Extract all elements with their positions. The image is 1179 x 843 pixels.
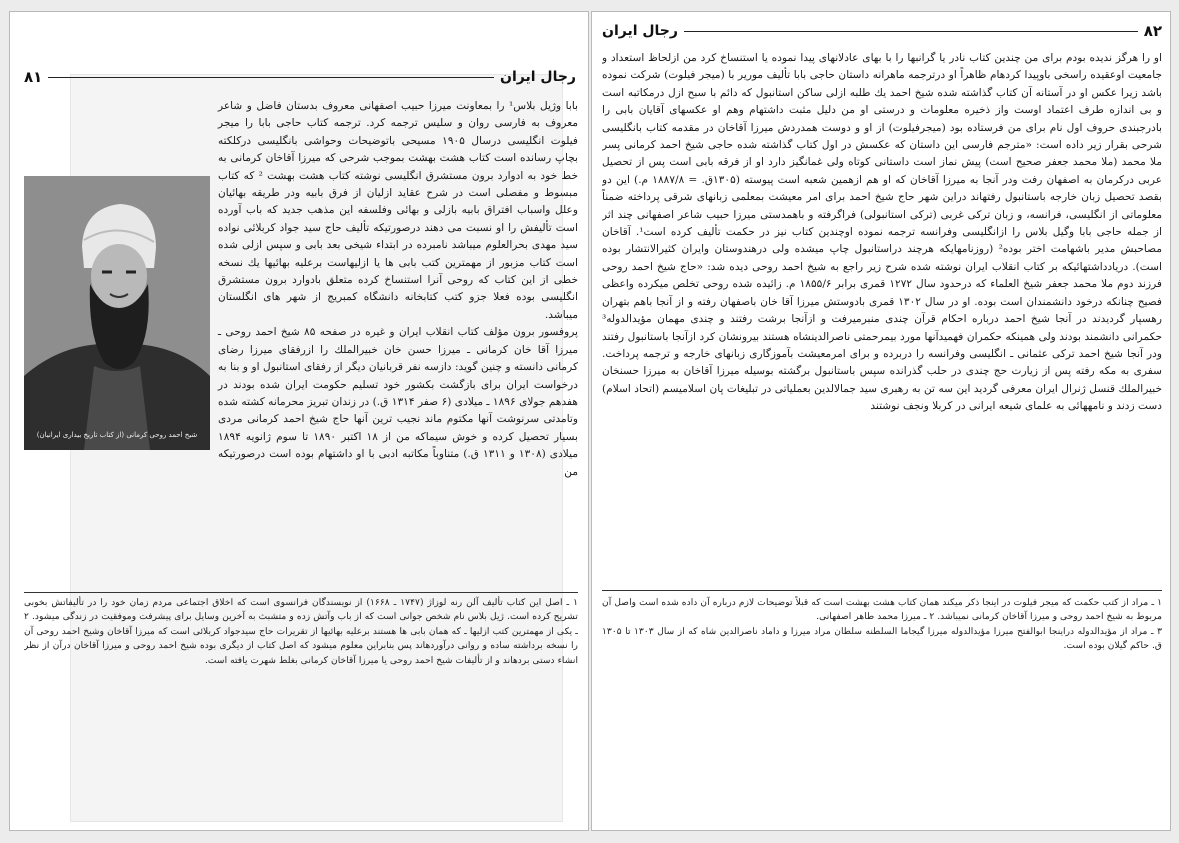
right-footnotes: [602, 596, 1162, 696]
left-header-rule: [48, 77, 494, 78]
left-footnotes: [24, 596, 578, 714]
left-paragraph-1: بابا وژیل بلاس¹ را بمعاونت میرزا حبیب اصفهانی معروف بدستان فاضل و شاعر معروف به فارسی روان و سلیس ترجمه کرد. ترجمه کتاب حاجی بابا را میجر فیلوت انگلیسی درسال ۱۹۰۵ مسیحی باتوضیحات وحواشی بانگلیسی درکلکته بچاپ رسانده است کتاب هشت بهشت بموجب شرحی که میرزا آقاخان کرمانی به خط خود به ادوارد برون مستشرق انگلیسی نوشته کتاب هشت بهشت ² که کتاب مبسوط و مفصلی است در شرح عقاید ازلیان از فرق بابیه ودر طریقه بهائیان وعلل واسباب افتراق بابیه بازلی و بهائی وفلسفه این مذهب جدید که باب آورده است تألیفش را او نسبت می دهند درصورتیکه تألیف حاج سید جواد کربلائی نواده سید مهدی بحرالعلوم میباشد نامبرده در ابتداء شیخی بعد بابی و سپس ازلی شده است کتاب مزبور از مهمترین کتب بابی ها یا ازلیهاست برعلیه بهائیها یك نسخه خطی از این کتاب که روحی آنرا استنساخ کرده متعلق بادوارد برون مستشرق انگلیسی بوده فعلا جزو کتب کتابخانه دانشگاه کمبریج از شهر های انگلستان میباشد.: [218, 100, 578, 321]
portrait-photo: [24, 176, 210, 450]
portrait-caption: شیخ احمد روحی کرمانی (از کتاب تاریخ بیداری ایرانیان): [36, 430, 198, 439]
left-page-header: [24, 64, 576, 90]
right-footnote-1: ۱ ـ مراد از کتب حکمت که میجر فیلوت در اینجا ذکر میکند همان کتاب هشت بهشت است که قبلاً توضیحات لازم درباره آن داده شده است واصل آن مربوط به شیخ احمد روحی و میرزا آقاخان کرمانی نمیباشد. ۲ ـ میرزا محمد طاهر اصفهانی.: [602, 597, 1162, 623]
right-paragraph-1: او را هرگز ندیده بودم برای من چندین کتاب نادر یا گرانبها را با بهای عادلانهای پیدا نموده یا استنساخ کرد من ازلحاظ استعداد و جامعیت اوعقیده راسخی باوپیدا کردهام ظاهراً او درترجمه ماهرانه داستان حاجی بابا تألیف موریر با (میجر فیلوت) شرکت نموده باشد زیرا عکس او در آستانه آن کتاب گذاشته شده شیخ احمد یك طلبه ازلی ساکن استانبول که دائم با سبح ازل درمکاتبه است و بی اندازه طرف اعتماد اوست واز ذخیره معلومات و درستی او من دلیل مثبت داشتهام وهم او عکسهای آقایان بابی را بادرجبندی حروف اول نام برای من فرستاده بود (میجرفیلوت) از او و دوست همدردش میرزا آقاخان در مقدمه کتاب بانگلیسی شرحی بقرار زیر داده است: «مترجم فارسی این داستان که عکسش در اول کتاب گذاشته شده حاجی شیخ احمد کرمانی پسر ملا محمد (ملا محمد جعفر صحیح است) پیش نماز است داستانی کوتاه ولی غمانگیز دارد او از فرقه بابی است پس از تحصیل عربی درکرمان به اصفهان رفت ودر آنجا به میرزا آقاخان که او هم ازهمین شعبه است پیوسته (۱۳۰۵ق. = ۱۸۸۷/۸ م.) این دو بقصد تحصیل زبان خارجه باستانبول رفتهاند دراین شهر حاج شیخ احمد برای امر معیشت بمعلمی زبانهای شرقی پرداخته ضمناً معلوماتی از انگلیسی، فرانسه، و زبان ترکی غربی (ترکی استانبولی) فراگرفته و باهمدستی میرزا حبیب شاعر اصفهانی چند اثر از جمله حاجی بابا وگیل بلاس را ازانگلیسی وفرانسه ترجمه نموده اوچندین کتاب نیز در حکمت تألیف کرده است¹. آقاخان مصاحبش مدیر باشهامت اختر بوده² (روزنامهایکه هرچند دراستانبول چاپ میشده ولی درهندوستان وایران کثیرالانتشار بوده است). دریادداشتهائیکه بر کتاب انقلاب ایران نوشته شده شرح زیر راجع به شیخ احمد روحی دیده شد: «حاج شیخ احمد روحی فرزند دوم ملا محمد جعفر شیخ العلماء که درحدود سال ۱۲۷۲ قمری برابر ۱۸۵۵/۶ م. زائیده شده روحی تخلص میکرده واعظی فصیح چنانکه درخود دانشمندان است بوده. او در سال ۱۳۰۲ قمری بادوستش میرزا آقا خان باصفهان رفته و از آنجا باهم بتهران رهسپار گردیدند در آنجا شیخ احمد درباره احکام قرآن چندی منبرمیرفت و ازآنجا برشت رفتند و چندی مهمان مؤیدالدوله³ حکمرانی دانشمند بودند ولی همینکه حکمران فهمیدآنها مورد بیمرحمتی ناصرالدینشاه هستند بیرونشان کرد ازآنجا باستانبول رفتند ودر آنجا شیخ احمد ترکی عثمانی ـ انگلیسی وفرانسه را دربرده و برای امرمعیشت بآموزگاری زبانهای خارجه و ترجمه پرداخت. سفری به مکه رفته پس از زیارت حج چندی در حلب گذرانده سپس باستانبول برگشته بوسیله میرزا آقاخان به میرزا حسنخان خبیرالملك قنسل ژنرال ایران معرفی گردید این سه تن به رهبری سید جمالالدین بعملیاتی در تبلیغات پان اسلامیسم (اتحاد اسلام) دست زدند و نامههائی به علمای شیعه ایرانی در کربلا ونجف نوشتند: [602, 52, 1162, 413]
left-body-text: [24, 98, 578, 584]
left-footnote-rule: [24, 592, 578, 593]
right-page: [591, 11, 1171, 831]
right-body-text: [602, 50, 1162, 590]
right-header-rule: [684, 31, 1138, 32]
left-footnote-1: ۱ ـ اصل این کتاب تألیف آلن رنه لوزاژ (۱۷۴۷ ـ ۱۶۶۸) از نویسندگان فرانسوی است که اخلاق اجتماعی مردم زمان خود را در تألیفاتش بخوبی تشریح کرده است. ژیل بلاس نام شخص جوانی است که از باب وآتش زده و متشبث به آخرین وسایل برای پیشرفت وموفقیت در زندگی میشود. ۲ ـ یکی از مهمترین کتب ازلیها ـ که همان بابی ها هستند برعلیه بهائیها از تقریرات حاج سیدجواد کربلائی است که میرزا آقاخان وشیخ احمد روحی آن را نسخه برداشته ساده و روانی درآوردهاند پس بنابراین معلوم میشود که اصل کتاب از دیگری بوده شیخ احمد روحی و میرزا آقاخان درآن از نظر انشاء دستی بردهاند و از تألیفات شیخ احمد روحی یا میرزا آقاخان کرمانی بغلط شهرت یافته است.: [24, 597, 578, 666]
right-footnote-rule: [602, 590, 1162, 591]
left-page-number: ۸۱: [24, 68, 43, 86]
left-paragraph-2: پروفسور برون مؤلف کتاب انقلاب ایران و غیره در صفحه ۸۵ شیخ احمد روحی ـ میرزا آقا خان کرمانی ـ میرزا حسن خان خبیرالملك را ازرفقای میرزا رضای کرمانی دانسته و چنین گوید: دازسه نفر قربانیان دیگر از رفقای استانبول او و بنا به درخواست ایران برای بازگشت بکشور خود تسلیم حکومت ایران شده بودند در هفدهم جولای ۱۸۹۶ ـ میلادی (۶ صفر ۱۳۱۴ ق.) در زندان تبریز محرمانه کشته شده وتامدتی سرنوشت آنها مکتوم ماند نجیب ترین آنها حاج شیخ احمد کرمانی مردی بسیار تحصیل کرده و خوش سیماکه من از ۱۸ اکتبر ۱۸۹۰ تا سوم ژانویه ۱۸۹۴ میلادی (۱۳۰۸ و ۱۳۱۱ ق.) متناوباً مکاتبه ادبی با او داشتهام بوده است درصورتیکه من: [218, 326, 578, 478]
left-page: [9, 11, 589, 831]
right-page-number: ۸۲: [1143, 22, 1162, 40]
right-running-title: رجال ایران: [602, 23, 678, 39]
right-footnote-2: ۳ ـ مراد از مؤیدالدوله دراینجا ابوالفتح میرزا مؤیدالدوله میرزا گیجاما السلطنه سلطان مراد میرزا و داماد ناصرالدین شاه که از سال ۱۳۰۳ تا ۱۳۰۵ ق. حاکم گیلان بوده است.: [602, 625, 1162, 652]
right-page-header: [602, 18, 1162, 44]
portrait-figure-icon: [24, 176, 210, 450]
left-running-title: رجال ایران: [500, 69, 576, 85]
